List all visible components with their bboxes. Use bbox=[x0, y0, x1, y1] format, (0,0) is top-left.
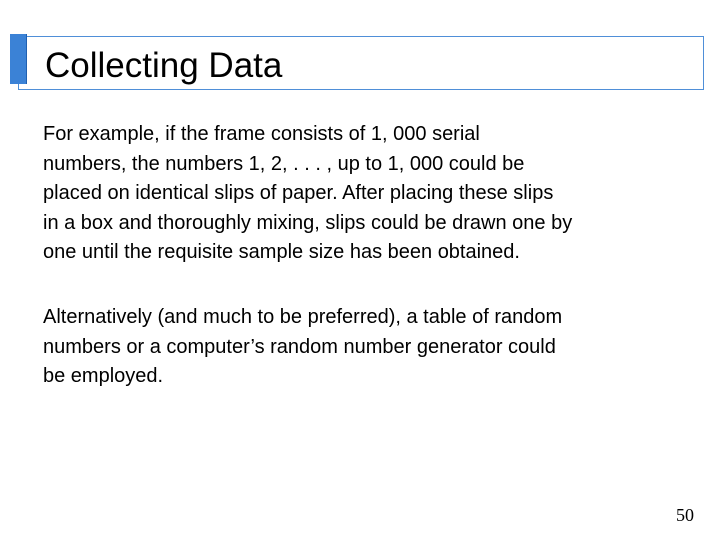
paragraph-line: in a box and thoroughly mixing, slips could be drawn one by bbox=[43, 211, 573, 234]
paragraph-line: numbers or a computer’s random number generator could bbox=[43, 335, 556, 358]
paragraph-line: placed on identical slips of paper. After placing these slips bbox=[43, 182, 554, 204]
paragraph-line: be employed. bbox=[43, 365, 164, 387]
paragraph-line: For example, if the frame consists of 1, 000 serial bbox=[43, 123, 480, 145]
paragraph-line: numbers, the numbers 1, 2, . . . , up to 1, 000 could be bbox=[43, 152, 525, 175]
paragraph-line: Alternatively (and much to be preferred), a table of random bbox=[43, 306, 563, 328]
paragraph-line: one until the requisite sample size has been obtained. bbox=[43, 241, 520, 263]
slide-title: Collecting Data bbox=[45, 46, 283, 85]
title-frame bbox=[18, 36, 704, 90]
title-accent-block bbox=[10, 34, 27, 84]
paragraph-example bbox=[43, 120, 572, 268]
page-number: 50 bbox=[676, 505, 694, 525]
paragraph-alternative bbox=[43, 303, 562, 392]
title-bar bbox=[10, 34, 704, 88]
